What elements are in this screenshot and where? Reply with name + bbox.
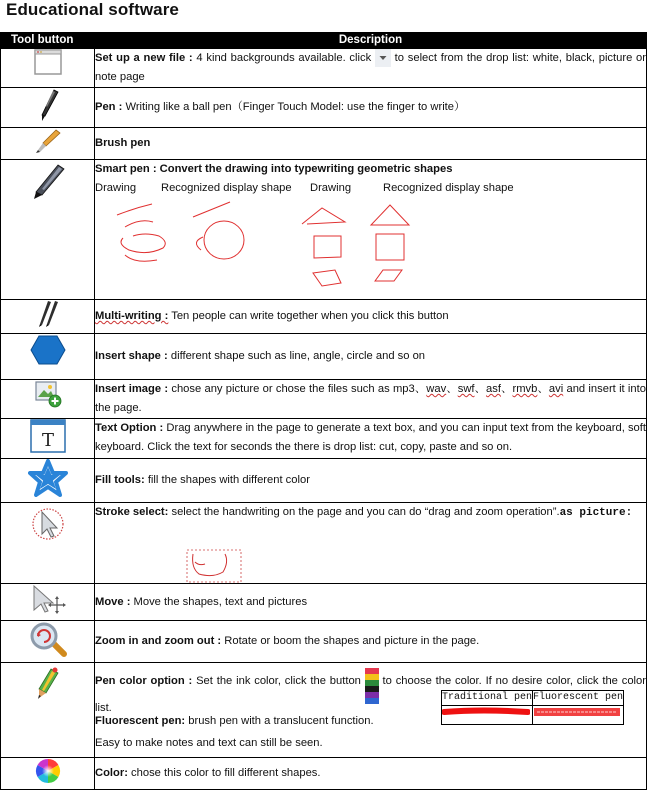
table-row [1, 49, 647, 88]
tool-text: to choose the color. If no desire color, click the color list. [95, 674, 646, 714]
header-tool: Tool button [1, 33, 95, 49]
page-title: Educational software [6, 0, 179, 19]
description-cell [95, 459, 647, 503]
description-cell [95, 300, 647, 334]
description-cell [95, 584, 647, 621]
tool-label: Text Option : [95, 422, 164, 434]
pen-table-head: Traditional pen [442, 691, 533, 706]
chevron-down-icon [375, 49, 391, 67]
color-wheel-icon [34, 758, 62, 784]
separator: 、 [474, 383, 487, 395]
color-palette-icon[interactable] [365, 668, 379, 704]
star-fill-icon [28, 459, 68, 497]
tool-text: different shape such as line, angle, circle and so on [167, 350, 426, 362]
tool-text: Rotate or boom the shapes and picture in the page. [221, 635, 480, 647]
tool-text: brush pen with a translucent function. [185, 715, 374, 727]
text-box-icon [30, 419, 66, 453]
stroke-select-illustration [185, 548, 245, 584]
tool-label: Brush pen [95, 137, 151, 149]
tool-cell [1, 459, 95, 503]
tool-label: Color: [95, 767, 128, 779]
description-cell [95, 621, 647, 663]
tool-label: Move : [95, 595, 131, 608]
tool-label: Zoom in and zoom out : [95, 635, 222, 647]
caption-drawing: Drawing [310, 182, 352, 194]
multi-pen-icon [36, 300, 60, 328]
table-row [1, 128, 647, 160]
description-cell [95, 503, 647, 584]
tool-text: Convert the drawing into typewriting geometric shapes [156, 163, 453, 175]
tool-cell [1, 663, 95, 758]
table-row [1, 160, 647, 300]
tool-label: Pen : [95, 101, 123, 113]
tool-text: Move the shapes, text and pictures [130, 595, 308, 608]
move-arrow-icon [30, 584, 66, 614]
tool-label: Fill tools: [95, 474, 145, 486]
tool-text: Drag anywhere in the page to generate a text box, and you can input text from the keyboard, soft keyboard. Click the text for seconds the there is drop list: cut, copy, paste and so on. [95, 422, 646, 453]
captions [95, 179, 643, 197]
description-cell [95, 128, 647, 160]
tool-cell [1, 88, 95, 128]
description-cell [95, 419, 647, 459]
separator: 、 [500, 383, 513, 395]
pen-color-icon [33, 666, 63, 700]
caption-recognized: Recognized display shape [383, 182, 514, 194]
tool-label: Insert shape : [95, 350, 168, 362]
stroke-select-content [95, 503, 646, 580]
brush-pen-icon [34, 128, 62, 154]
pen-table-head: Fluorescent pen [533, 691, 624, 706]
description-cell [95, 758, 647, 790]
new-file-window-icon [34, 49, 62, 75]
zoom-magnifier-icon [28, 621, 68, 657]
table-row [1, 419, 647, 459]
insert-image-icon [34, 380, 62, 408]
tool-cell [1, 503, 95, 584]
tool-cell [1, 758, 95, 790]
tool-label: Multi-writing : [95, 310, 169, 322]
tool-cell [1, 334, 95, 380]
tool-cell [1, 49, 95, 88]
description-cell [95, 380, 647, 419]
tool-cell [1, 419, 95, 459]
table-row [1, 300, 647, 334]
table-row [1, 380, 647, 419]
tool-label: Set up a new file : [95, 52, 193, 64]
tool-text: to select from the drop list: white, black, picture or note page [95, 52, 646, 83]
tool-cell [1, 128, 95, 160]
file-type: rmvb [512, 383, 538, 395]
traditional-pen-sample [442, 706, 533, 725]
tool-label: Smart pen : [95, 163, 157, 175]
table-row [1, 503, 647, 584]
tool-cell [1, 621, 95, 663]
tool-text: chose this color to fill different shapes. [127, 767, 321, 779]
table-row [1, 621, 647, 663]
description-cell [95, 334, 647, 380]
table-row [1, 758, 647, 790]
tool-text: Writing like a ball pen（Finger Touch Model: use the finger to write） [122, 101, 466, 113]
tool-text: 4 kind backgrounds available. click [192, 52, 375, 64]
tool-label: Pen color option : [95, 674, 193, 687]
tool-text: and insert it into the page. [95, 383, 646, 414]
table-row [1, 663, 647, 758]
red-stroke-sample [442, 706, 530, 718]
tool-cell [1, 300, 95, 334]
tool-label: Stroke select: [95, 506, 169, 518]
hexagon-icon [30, 334, 66, 366]
tool-text: select the handwriting on the page and you can do “drag and zoom operation”. [168, 506, 560, 518]
pen-comparison-table [441, 690, 624, 725]
tool-text: Set the ink color, click the button [192, 674, 365, 687]
description-cell [95, 160, 647, 300]
table-row [1, 584, 647, 621]
tool-cell [1, 380, 95, 419]
tool-label: Insert image : [95, 383, 169, 395]
fluorescent-stroke-sample [533, 706, 621, 718]
tool-cell [1, 160, 95, 300]
fluorescent-label: Fluorescent pen: [95, 715, 186, 727]
file-type: wav [426, 383, 447, 395]
svg-text:T: T [41, 430, 54, 451]
stroke-select-icon [30, 506, 66, 542]
smart-pen-content [95, 160, 646, 294]
separator: 、 [446, 383, 458, 395]
tools-table [0, 32, 647, 790]
tool-cell [1, 584, 95, 621]
header-description: Description [95, 33, 647, 49]
tool-text: as picture: [559, 507, 633, 519]
tool-text: fill the shapes with different color [144, 474, 310, 486]
table-header [1, 33, 647, 49]
file-type: avi [548, 383, 564, 395]
fluorescent-line [95, 712, 374, 731]
caption-recognized: Recognized display shape [161, 182, 292, 194]
table-row [1, 459, 647, 503]
separator: 、 [537, 383, 549, 395]
table-row [1, 88, 647, 128]
tool-text: Ten people can write together when you click this button [168, 310, 449, 322]
fluorescent-line-2: Easy to make notes and text can still be seen. [95, 737, 323, 749]
smart-pen-icon [30, 162, 66, 200]
shape-recognition-illustration [95, 200, 643, 295]
description-cell [95, 88, 647, 128]
file-type: asf [486, 383, 501, 395]
table-row [1, 334, 647, 380]
description-cell [95, 663, 647, 758]
caption-drawing: Drawing [95, 182, 137, 194]
ballpoint-pen-icon [37, 88, 59, 122]
fluorescent-pen-sample [533, 706, 624, 725]
file-type: swf [457, 383, 475, 395]
pen-color-content [95, 663, 646, 754]
tool-text: chose any picture or chose the files such as mp3、 [168, 383, 427, 395]
description-cell [95, 49, 647, 88]
